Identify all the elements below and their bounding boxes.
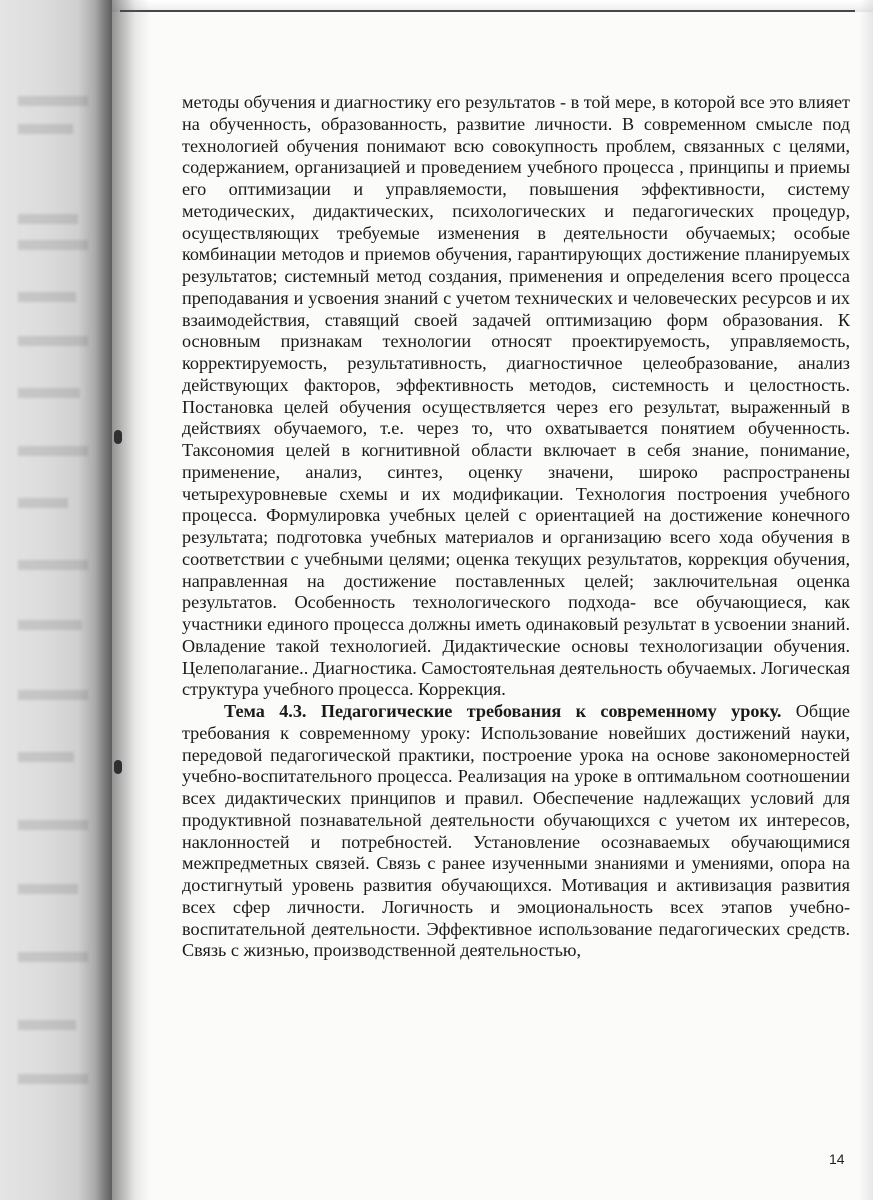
bleed-through-text xyxy=(18,560,88,570)
paragraph xyxy=(182,701,850,962)
bleed-through-text xyxy=(18,446,88,456)
bleed-through-text xyxy=(18,336,88,346)
bleed-through-text xyxy=(18,214,78,224)
bleed-through-text xyxy=(18,690,88,700)
bleed-through-text xyxy=(18,240,88,250)
bleed-through-text xyxy=(18,498,68,508)
section-heading: Тема 4.3. Педагогические требования к современному уроку. xyxy=(224,701,782,721)
bleed-through-text xyxy=(18,1020,76,1030)
bleed-through-text xyxy=(18,620,82,630)
body-text xyxy=(182,92,850,962)
bleed-through-text xyxy=(18,752,74,762)
page-right-edge xyxy=(859,0,873,1200)
paragraph-text: Общие требования к современному уроку: Использование новейших достижений науки, передовой педагогической практики, построение урока на основе закономерностей учебно-воспитательного процесса. Реализация на уроке в оптимальном соотношении всех дидактических принципов и правил. Обеспечение надлежащих условий для продуктивной познавательной деятельности обучающихся с учетом их интересов, наклонностей и потребностей. Установление осознаваемых обучающимися межпредметных связей. Связь с ранее изученными знаниями и умениями, опора на достигнутый уровень развития обучающихся. Мотивация и активизация развития всех сфер личности. Логичность и эмоциональность всех этапов учебно-воспитательной деятельности. Эффективное использование педагогических средств. Связь с жизнью, производственной деятельностью, xyxy=(182,701,850,961)
bleed-through-text xyxy=(18,884,78,894)
bleed-through-text xyxy=(18,96,88,106)
bleed-through-text xyxy=(18,292,76,302)
adjacent-page-strip xyxy=(0,0,112,1200)
binding-hole-mark xyxy=(114,430,122,444)
bleed-through-text xyxy=(18,952,88,962)
bleed-through-text xyxy=(18,1074,88,1084)
page-number: 14 xyxy=(829,1151,845,1167)
bleed-through-text xyxy=(18,820,88,830)
paragraph: методы обучения и диагностику его результатов - в той мере, в которой все это влияет на обученность, образованность, развитие личности. В современном смысле под технологией обучения понимают всю совокупность проблем, связанных с целями, содержанием, организацией и проведением учебного процесса , принципы и приемы его оптимизации и управляемости, повышения эффективности, систему методических, дидактических, психологических и педагогических процедур, осуществляющих требуемые изменения в деятельности обучаемых; особые комбинации методов и приемов обучения, гарантирующих достижение планируемых результатов; системный метод создания, применения и определения всего процесса преподавания и усвоения знаний с учетом технических и человеческих ресурсов и их взаимодействия, ставящий своей задачей оптимизацию форм образования. К основным признакам технологии относят проектируемость, управляемость, корректируемость, результативность, диагностичное целеобразование, анализ действующих факторов, эффективность методов, системность и целостность. Постановка целей обучения осуществляется через его результат, выраженный в действиях обучаемого, т.е. через то, что охватывается понятием обученность. Таксономия целей в когнитивной области включает в себя знание, понимание, применение, анализ, синтез, оценку значени, широко распространены четырехуровневые схемы и их модификации. Технология построения учебного процесса. Формулировка учебных целей с ориентацией на достижение конечного результата; подготовка учебных материалов и организацию всего хода обучения в соответствии с учебными целями; оценка текущих результатов, коррекция обучения, направленная на достижение поставленных целей; заключительная оценка результатов. Особенность технологического подхода- все обучающиеся, как участники единого процесса должны иметь одинаковый результат в усвоении знаний. Овладение такой технологией. Дидактические основы технологизации обучения. Целеполагание.. Диагностика. Самостоятельная деятельность обучаемых. Логическая структура учебного процесса. Коррекция. xyxy=(182,92,850,700)
bleed-through-text xyxy=(18,388,80,398)
bleed-through-text xyxy=(18,124,73,134)
page-top-border-line xyxy=(120,10,855,12)
binding-hole-mark xyxy=(114,760,122,774)
binding-gutter-shadow xyxy=(112,0,150,1200)
